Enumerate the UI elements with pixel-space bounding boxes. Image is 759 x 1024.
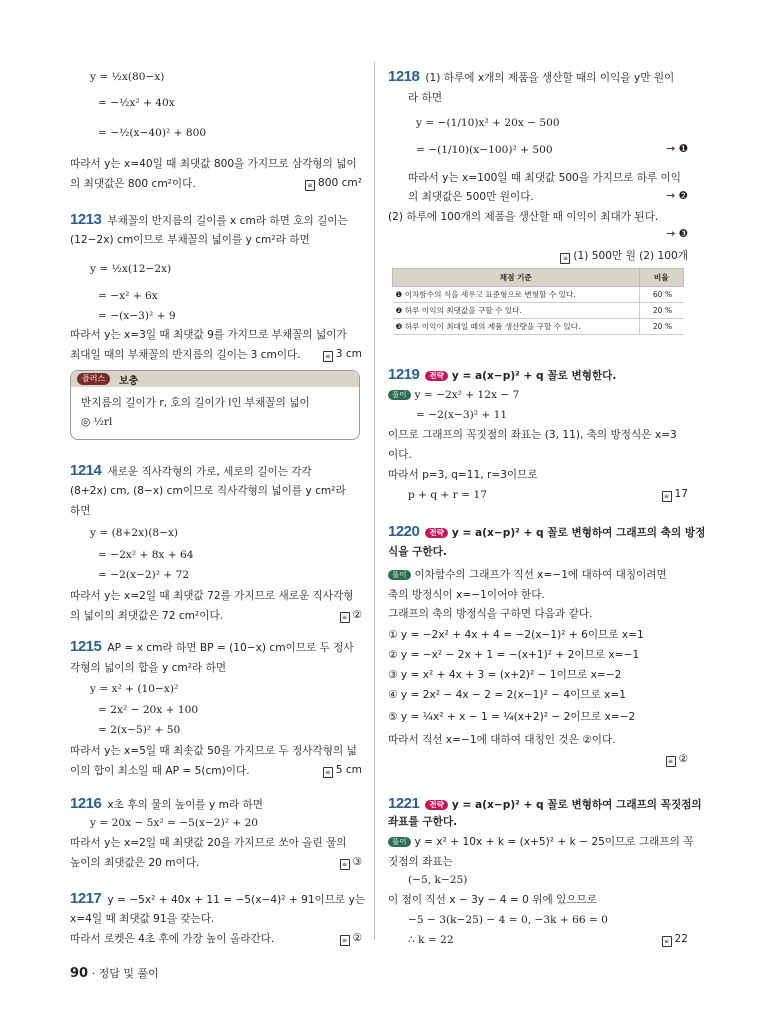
line-text: 따라서 y는 x=3일 때 최댓값 9를 가지므로 부채꼴의 넓이가 xyxy=(70,329,347,341)
text-line xyxy=(70,912,214,926)
line-text: 따라서 p=3, q=11, r=3이므로 xyxy=(388,469,538,481)
text-line xyxy=(388,116,560,130)
answer-box-icon: ≡ xyxy=(323,767,333,778)
text-line xyxy=(70,348,301,362)
line-text: y = a(x−p)² + q 꼴로 변형한다. xyxy=(451,370,617,382)
line-text: ② y = −x² − 2x + 1 = −(x+1)² + 2이므로 x=−1 xyxy=(388,649,640,661)
text-line xyxy=(70,70,164,84)
supplement-header xyxy=(71,371,359,387)
line-text: y = ½x(80−x) xyxy=(90,71,165,83)
text-line xyxy=(70,526,178,540)
line-text: 식을 구한다. xyxy=(388,546,447,558)
problem-number: 1215 xyxy=(70,638,102,655)
line-text: y = a(x−p)² + q 꼴로 변형하여 그래프의 꼭짓점의 xyxy=(451,799,702,811)
line-text: 따라서 y는 x=2일 때 최댓값 20을 가지므로 쏘아 올린 물의 xyxy=(70,837,347,849)
text-line xyxy=(70,233,310,247)
line-text: (2) 하루에 100개의 제품을 생산할 때 이익이 최대가 된다. xyxy=(388,211,659,223)
problem-number: 1220 xyxy=(388,523,420,540)
grading-table xyxy=(392,268,684,335)
text-line xyxy=(70,328,347,342)
step-arrow: → ❶ xyxy=(666,143,688,155)
problem-number: 1216 xyxy=(70,795,102,812)
text-line xyxy=(388,873,467,887)
text-line xyxy=(388,733,616,747)
text-line xyxy=(70,764,250,778)
line-text: 부채꼴의 반지름의 길이를 x cm라 하면 호의 길이는 xyxy=(107,215,348,227)
supplement-title: 보충 xyxy=(119,376,139,387)
text-line xyxy=(70,177,196,191)
text-line xyxy=(388,568,667,582)
problem-1218-start xyxy=(388,70,674,85)
problem-1221-start xyxy=(388,797,702,812)
table-row xyxy=(393,319,684,335)
supplement-box xyxy=(70,370,360,440)
problem-number: 1217 xyxy=(70,890,102,907)
text-line xyxy=(70,609,223,623)
text-line xyxy=(388,428,677,442)
text-line xyxy=(70,703,198,717)
answer-mark xyxy=(662,488,688,502)
strategy-tag: 전략 xyxy=(425,800,448,810)
problem-number: 1214 xyxy=(70,462,102,479)
line-text: 따라서 y는 x=5일 때 최솟값 50을 가지므로 두 정사각형의 넓 xyxy=(70,745,357,757)
line-text: 이 점이 직선 x − 3y − 4 = 0 위에 있으므로 xyxy=(388,894,597,906)
text-line xyxy=(388,388,519,402)
text-line xyxy=(70,836,347,850)
line-text: = −½(x−40)² + 800 xyxy=(98,127,207,139)
problem-1217-start xyxy=(70,892,365,907)
problem-number: 1221 xyxy=(388,795,420,812)
text-line xyxy=(70,932,274,946)
answer-box-icon: ≡ xyxy=(340,612,350,623)
strategy-tag: 전략 xyxy=(425,371,448,381)
solution-tag: 풀이 xyxy=(388,837,411,847)
text-line xyxy=(70,504,90,518)
text-line xyxy=(388,408,507,422)
answer-mark xyxy=(323,348,362,362)
answer-box-icon: ≡ xyxy=(340,859,350,870)
answer-text: (1) 500만 원 (2) 100개 xyxy=(573,250,688,262)
line-text: 따라서 로켓은 4초 후에 가장 높이 올라간다. xyxy=(70,933,275,945)
grading-header-cell: 비율 xyxy=(639,269,684,287)
table-row xyxy=(393,287,684,303)
page-number: 90 xyxy=(70,966,89,981)
problem-1213-start xyxy=(70,213,348,228)
table-row xyxy=(393,303,684,319)
line-text: 각형의 넓이의 합을 y cm²라 하면 xyxy=(70,662,227,674)
text-line xyxy=(70,262,171,276)
text-line xyxy=(70,96,175,110)
solution-tag: 풀이 xyxy=(388,390,411,400)
answer-text: 3 cm xyxy=(335,348,362,360)
problem-number: 1213 xyxy=(70,211,102,228)
text-line xyxy=(70,157,357,171)
answer-text: ② xyxy=(678,753,688,765)
text-line xyxy=(388,607,592,621)
line-text: = −2(x−2)² + 72 xyxy=(98,569,190,581)
text-line xyxy=(70,856,199,870)
text-line xyxy=(388,668,621,682)
line-text: ⑤ y = ¼x² + x − 1 = ¼(x+2)² − 2이므로 x=−2 xyxy=(388,711,636,723)
line-text: 이차함수의 그래프가 직선 x=−1에 대하여 대칭이려면 xyxy=(414,569,667,581)
supplement-formula: ◎ ½rl xyxy=(81,416,113,428)
line-text: (1) 하루에 x개의 제품을 생산할 때의 이익을 y만 원이 xyxy=(425,72,675,84)
text-line xyxy=(70,568,189,582)
answer-mark xyxy=(305,177,362,191)
text-line xyxy=(388,171,681,185)
line-text: (8+2x) cm, (8−x) cm이므로 직사각형의 넓이를 y cm²라 xyxy=(70,485,346,497)
answer-text: ② xyxy=(352,609,362,621)
text-line xyxy=(70,126,206,140)
criterion-cell: ❷ 하루 이익의 최댓값을 구할 수 있다. xyxy=(393,303,640,319)
footer-label: 정답 및 풀이 xyxy=(98,967,159,980)
line-text: 좌표를 구한다. xyxy=(388,816,458,828)
line-text: 최대일 때의 부채꼴의 반지름의 길이는 3 cm이다. xyxy=(70,349,301,361)
answer-text: ③ xyxy=(352,856,362,868)
line-text: x초 후의 물의 높이를 y m라 하면 xyxy=(107,799,264,811)
text-line xyxy=(388,468,538,482)
ratio-cell: 20 % xyxy=(639,303,684,319)
line-text: 새로운 직사각형의 가로, 세로의 길이는 각각 xyxy=(107,466,312,478)
problem-1219-start xyxy=(388,368,616,383)
problem-number: 1218 xyxy=(388,68,420,85)
answer-box-icon: ≡ xyxy=(323,351,333,362)
text-line xyxy=(388,488,487,502)
line-text: 의 최댓값은 500만 원이다. xyxy=(408,191,534,203)
line-text: = −x² + 6x xyxy=(98,290,158,302)
problem-number: 1219 xyxy=(388,366,420,383)
line-text: (12−2x) cm이므로 부채꼴의 넓이를 y cm²라 하면 xyxy=(70,234,310,246)
line-text: 짓점의 좌표는 xyxy=(388,856,453,868)
grading-header-cell: 채점 기준 xyxy=(393,269,640,287)
line-text: = 2x² − 20x + 100 xyxy=(98,704,199,716)
answer-text: ② xyxy=(352,932,362,944)
line-text: ① y = −2x² + 4x + 4 = −2(x−1)² + 6이므로 x=1 xyxy=(388,629,644,641)
text-line xyxy=(70,548,194,562)
footer-separator: · xyxy=(91,967,96,980)
problem-1220-start xyxy=(388,525,705,540)
line-text: 이므로 그래프의 꼭짓점의 좌표는 (3, 11), 축의 방정식은 x=3 xyxy=(388,429,677,441)
text-line xyxy=(70,744,357,758)
answer-text: 22 xyxy=(674,933,688,945)
text-line xyxy=(388,448,412,462)
line-text: 이의 합이 최소일 때 AP = 5(cm)이다. xyxy=(70,765,250,777)
text-line xyxy=(70,589,353,603)
line-text: 따라서 y는 x=2일 때 최댓값 72를 가지므로 새로운 직사각형 xyxy=(70,590,354,602)
text-line xyxy=(388,835,693,849)
answer-text: 800 cm² xyxy=(318,177,362,189)
text-line xyxy=(388,628,644,642)
line-text: y = a(x−p)² + q 꼴로 변형하여 그래프의 축의 방정 xyxy=(451,527,706,539)
line-text: ④ y = 2x² − 4x − 2 = 2(x−1)² − 4이므로 x=1 xyxy=(388,689,627,701)
page-footer xyxy=(70,965,159,981)
text-line xyxy=(388,688,626,702)
line-text: 의 넓이의 최댓값은 72 cm²이다. xyxy=(70,610,224,622)
answer-box-icon: ≡ xyxy=(560,253,570,264)
line-text: = −(1/10)(x−100)² + 500 xyxy=(416,144,553,156)
line-text: AP = x cm라 하면 BP = (10−x) cm이므로 두 정사 xyxy=(107,642,354,654)
line-text: −5 − 3(k−25) − 4 = 0, −3k + 66 = 0 xyxy=(408,914,608,926)
text-line xyxy=(388,913,608,927)
supplement-text: 반지름의 길이가 r, 호의 길이가 l인 부채꼴의 넓이 xyxy=(81,397,310,409)
text-line xyxy=(388,545,447,559)
answer-mark xyxy=(340,609,363,623)
line-text: = −½x² + 40x xyxy=(98,97,175,109)
line-text: 따라서 y는 x=100일 때 최댓값 500을 가지므로 하루 이익 xyxy=(408,172,681,184)
answer-box-icon: ≡ xyxy=(305,180,315,191)
line-text: p + q + r = 17 xyxy=(408,489,487,501)
text-line xyxy=(70,484,346,498)
line-text: ③ y = x² + 4x + 3 = (x+2)² − 1이므로 x=−2 xyxy=(388,669,622,681)
line-text: = 2(x−5)² + 50 xyxy=(98,724,181,736)
column-divider xyxy=(374,62,375,940)
line-text: y = −5x² + 40x + 11 = −5(x−4)² + 91이므로 y는 xyxy=(107,894,366,906)
line-text: 따라서 직선 x=−1에 대하여 대칭인 것은 ②이다. xyxy=(388,734,616,746)
answer-mark xyxy=(666,753,689,767)
text-line xyxy=(388,588,545,602)
step-arrow: → ❷ xyxy=(666,190,688,202)
line-text: 그래프의 축의 방정식을 구하면 다음과 같다. xyxy=(388,608,593,620)
line-text: = −2(x−3)² + 11 xyxy=(416,409,508,421)
line-text: = −2x² + 8x + 64 xyxy=(98,549,194,561)
line-text: 하면 xyxy=(70,505,91,517)
answer-text: 17 xyxy=(674,488,688,500)
text-line xyxy=(388,893,597,907)
answer-mark xyxy=(323,764,362,778)
line-text: = −(x−3)² + 9 xyxy=(98,310,176,322)
line-text: x=4일 때 최댓값 91을 갖는다. xyxy=(70,913,215,925)
line-text: y = x² + (10−x)² xyxy=(90,683,179,695)
criterion-cell: ❶ 이차함수의 식을 세우고 표준형으로 변형할 수 있다. xyxy=(393,287,640,303)
answer-mark xyxy=(340,856,363,870)
line-text: y = −2x² + 12x − 7 xyxy=(414,389,520,401)
line-text: (−5, k−25) xyxy=(408,874,468,886)
line-text: y = x² + 10x + k = (x+5)² + k − 25이므로 그래프의 꼭 xyxy=(414,836,694,848)
text-line xyxy=(388,190,534,204)
line-text: 의 최댓값은 800 cm²이다. xyxy=(70,178,196,190)
step-arrow: → ❸ xyxy=(666,228,688,240)
text-line xyxy=(388,648,639,662)
answer-mark xyxy=(560,248,688,264)
text-line xyxy=(388,91,442,105)
text-line xyxy=(70,723,180,737)
ratio-cell: 60 % xyxy=(639,287,684,303)
text-line xyxy=(70,309,176,323)
solution-tag: 풀이 xyxy=(388,570,411,580)
line-text: y = 20x − 5x² = −5(x−2)² + 20 xyxy=(90,817,259,829)
criterion-cell: ❸ 하루 이익이 최대일 때의 제품 생산량을 구할 수 있다. xyxy=(393,319,640,335)
line-text: y = (8+2x)(8−x) xyxy=(90,527,179,539)
ratio-cell: 20 % xyxy=(639,319,684,335)
problem-1215-start xyxy=(70,640,354,655)
strategy-tag: 전략 xyxy=(425,528,448,538)
text-line xyxy=(70,682,178,696)
answer-mark xyxy=(340,932,363,946)
text-line xyxy=(70,661,226,675)
text-line xyxy=(388,710,635,724)
line-text: ∴ k = 22 xyxy=(408,934,454,946)
supplement-tag: 플러스 xyxy=(77,373,110,385)
answer-box-icon: ≡ xyxy=(662,491,672,502)
answer-box-icon: ≡ xyxy=(662,936,672,947)
answer-text: 5 cm xyxy=(335,764,362,776)
text-line xyxy=(388,933,454,947)
text-line xyxy=(70,289,158,303)
answer-box-icon: ≡ xyxy=(666,756,676,767)
line-text: y = −(1/10)x² + 20x − 500 xyxy=(416,117,560,129)
problem-1216-start xyxy=(70,797,263,812)
text-line xyxy=(388,855,453,869)
line-text: 축의 방정식이 x=−1이어야 한다. xyxy=(388,589,545,601)
line-text: 따라서 y는 x=40일 때 최댓값 800을 가지므로 삼각형의 넓이 xyxy=(70,158,357,170)
answer-mark xyxy=(662,933,688,947)
text-line xyxy=(388,143,553,157)
line-text: 라 하면 xyxy=(408,92,443,104)
line-text: 이다. xyxy=(388,449,412,461)
line-text: y = ½x(12−2x) xyxy=(90,263,172,275)
answer-box-icon: ≡ xyxy=(340,935,350,946)
line-text: 높이의 최댓값은 20 m이다. xyxy=(70,857,200,869)
text-line xyxy=(388,815,457,829)
text-line xyxy=(70,816,258,830)
text-line xyxy=(388,210,658,224)
problem-1214-start xyxy=(70,464,312,479)
